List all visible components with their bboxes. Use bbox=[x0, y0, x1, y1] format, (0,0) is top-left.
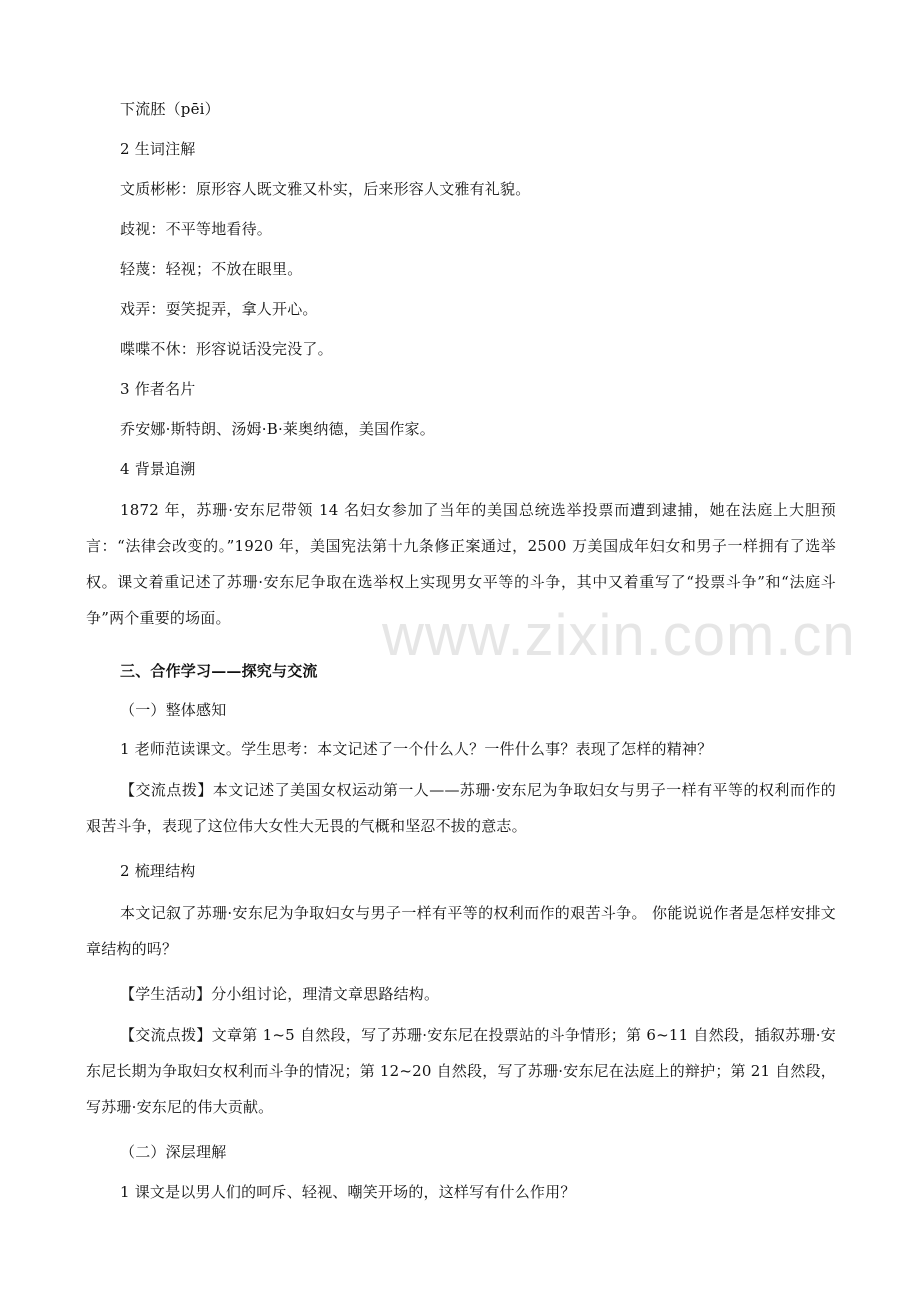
background-paragraph: 1872 年，苏珊·安东尼带领 14 名妇女参加了当年的美国总统选举投票而遭到逮捕，她在法庭上大胆预言：“法律会改变的。”1920 年，美国宪法第十九条修正案通过，2500 万美国成年妇女和男子一样拥有了选举权。课文着重记述了苏珊·安东尼争取在选举权上实现男女平等的斗争，其中又着重写了“投票斗争”和“法庭斗争”两个重要的场面。 bbox=[86, 501, 836, 627]
author-heading: 3 作者名片 bbox=[120, 380, 196, 398]
section-heading: 三、合作学习——探究与交流 bbox=[120, 662, 318, 680]
structure-paragraph: 本文记叙了苏珊·安东尼为争取妇女与男子一样有平等的权利而作的艰苦斗争。 你能说说作者是怎样安排文章结构的吗？ bbox=[86, 904, 836, 958]
student-activity: 【学生活动】分小组讨论，理清文章思路结构。 bbox=[120, 985, 440, 1003]
question-1: 1 老师范读课文。学生思考：本文记述了一个什么人？一件什么事？表现了怎样的精神？ bbox=[120, 740, 713, 758]
subsection-heading: （二）深层理解 bbox=[120, 1143, 227, 1161]
answer-2: 【交流点拨】文章第 1~5 自然段，写了苏珊·安东尼在投票站的斗争情形；第 6~11 自然段，插叙苏珊·安东尼长期为争取妇女权利而斗争的情况；第 12~20 自然段，写了苏珊·安东尼在法庭上的辩护；第 21 自然段，写苏珊·安东尼的伟大贡献。 bbox=[86, 1026, 836, 1116]
vocab-item: 文质彬彬：原形容人既文雅又朴实，后来形容人文雅有礼貌。 bbox=[120, 180, 531, 198]
vocab-item: 歧视：不平等地看待。 bbox=[120, 220, 273, 238]
question-3: 1 课文是以男人们的呵斥、轻视、嘲笑开场的，这样写有什么作用？ bbox=[120, 1183, 576, 1201]
subsection-heading: （一）整体感知 bbox=[120, 701, 227, 719]
vocab-item: 轻蔑：轻视；不放在眼里。 bbox=[120, 260, 303, 278]
vocab-item: 戏弄：耍笑捉弄，拿人开心。 bbox=[120, 300, 318, 318]
pinyin-note: 下流胚（pēi） bbox=[120, 100, 220, 118]
vocab-item: 喋喋不休：形容说话没完没了。 bbox=[120, 340, 333, 358]
author-text: 乔安娜·斯特朗、汤姆·B·莱奥纳德，美国作家。 bbox=[120, 420, 435, 438]
answer-1: 【交流点拨】本文记述了美国女权运动第一人——苏珊·安东尼为争取妇女与男子一样有平等的权利而作的艰苦斗争，表现了这位伟大女性大无畏的气概和坚忍不拔的意志。 bbox=[86, 781, 836, 835]
question-2: 2 梳理结构 bbox=[120, 862, 196, 880]
background-heading: 4 背景追溯 bbox=[120, 460, 196, 478]
watermark: www.zixin.com.cn bbox=[382, 603, 856, 668]
vocab-heading: 2 生词注解 bbox=[120, 140, 196, 158]
